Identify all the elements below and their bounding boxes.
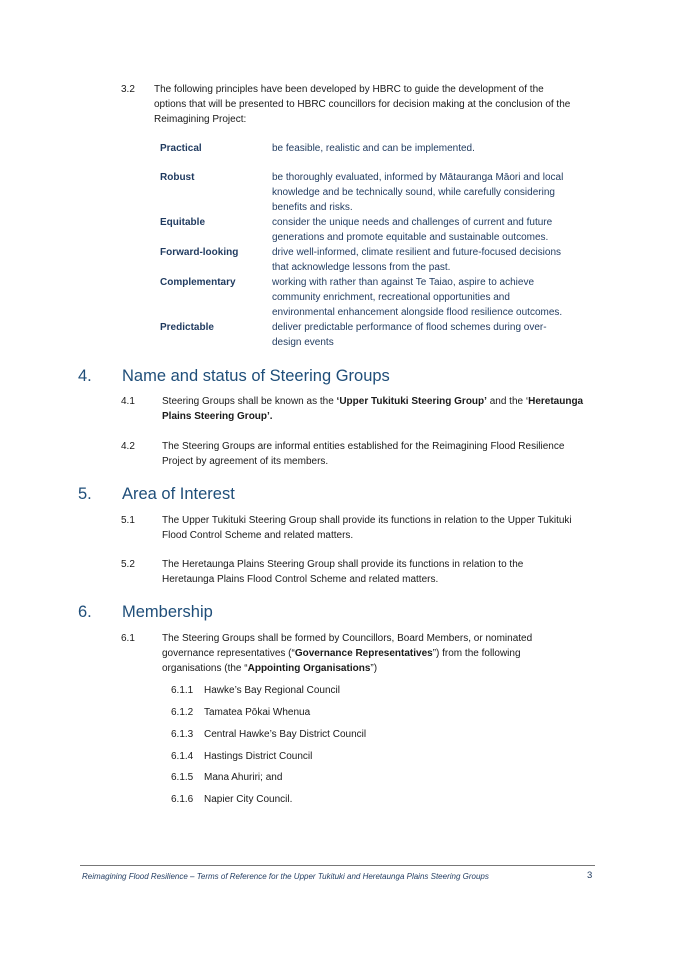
principle-term: Equitable bbox=[160, 217, 206, 228]
text-run: ”) from the following bbox=[432, 648, 521, 659]
principle-description: be feasible, realistic and can be implemented. bbox=[272, 143, 475, 154]
paragraph-line bbox=[162, 661, 377, 676]
bold-text: Appointing Organisations bbox=[247, 663, 371, 674]
list-item: Mana Ahuriri; and bbox=[204, 772, 283, 783]
paragraph-line bbox=[162, 409, 273, 424]
principle-description: benefits and risks. bbox=[272, 202, 353, 213]
section-number: 5.2 bbox=[121, 559, 135, 570]
text-run: ”) bbox=[370, 663, 378, 674]
paragraph-line bbox=[162, 394, 583, 409]
paragraph-line: Reimagining Project: bbox=[154, 114, 247, 125]
paragraph-line: Heretaunga Plains Flood Control Scheme and related matters. bbox=[162, 574, 439, 585]
page-number: 3 bbox=[587, 870, 593, 881]
principle-description: generations and promote equitable and sustainable outcomes. bbox=[272, 232, 549, 243]
text-run: and the ‘ bbox=[486, 396, 529, 407]
principle-term: Robust bbox=[160, 172, 195, 183]
principle-description: knowledge and be technically sound, while carefully considering bbox=[272, 187, 555, 198]
principle-description: design events bbox=[272, 337, 334, 348]
bold-text: ‘Upper Tukituki Steering Group’ bbox=[336, 396, 487, 407]
section-number: 4.2 bbox=[121, 441, 135, 452]
paragraph-line: options that will be presented to HBRC councillors for decision making at the conclusion of the bbox=[154, 99, 571, 110]
text-run: organisations (the “ bbox=[162, 663, 248, 674]
section-number: 4.1 bbox=[121, 396, 135, 407]
principle-description: drive well-informed, climate resilient and future-focused decisions bbox=[272, 247, 562, 258]
list-item-number: 6.1.1 bbox=[171, 685, 194, 696]
paragraph-line: Flood Control Scheme and related matters. bbox=[162, 530, 354, 541]
list-item: Hawke’s Bay Regional Council bbox=[204, 685, 340, 696]
principle-description: deliver predictable performance of flood schemes during over- bbox=[272, 322, 547, 333]
principle-term: Predictable bbox=[160, 322, 214, 333]
principle-description: community enrichment, recreational opportunities and bbox=[272, 292, 510, 303]
footer-divider bbox=[80, 865, 595, 866]
paragraph-line: The Heretaunga Plains Steering Group shall provide its functions in relation to the bbox=[162, 559, 524, 570]
heading-number: 5. bbox=[78, 485, 92, 503]
paragraph-line bbox=[162, 646, 521, 661]
list-item: Napier City Council. bbox=[204, 794, 293, 805]
paragraph-line: The Steering Groups are informal entities established for the Reimagining Flood Resilience bbox=[162, 441, 565, 452]
principle-term: Forward-looking bbox=[160, 247, 239, 258]
paragraph-line: Project by agreement of its members. bbox=[162, 456, 329, 467]
bold-text: Plains Steering Group’. bbox=[162, 411, 273, 422]
heading-number: 6. bbox=[78, 603, 92, 621]
section-heading: Membership bbox=[122, 603, 213, 621]
list-item: Hastings District Council bbox=[204, 751, 313, 762]
section-number: 3.2 bbox=[121, 84, 135, 95]
list-item-number: 6.1.6 bbox=[171, 794, 194, 805]
list-item: Central Hawke’s Bay District Council bbox=[204, 729, 367, 740]
principle-term: Practical bbox=[160, 143, 202, 154]
principle-description: environmental enhancement alongside flood resilience outcomes. bbox=[272, 307, 563, 318]
bold-text: Governance Representatives bbox=[294, 648, 433, 659]
principle-description: working with rather than against Te Taiao, aspire to achieve bbox=[272, 277, 535, 288]
section-heading: Area of Interest bbox=[122, 485, 235, 503]
principle-description: consider the unique needs and challenges of current and future bbox=[272, 217, 553, 228]
section-heading: Name and status of Steering Groups bbox=[122, 367, 390, 385]
footer-title: Reimagining Flood Resilience – Terms of Reference for the Upper Tukituki and Heretaunga Plains Steering Groups bbox=[82, 872, 489, 881]
principle-description: be thoroughly evaluated, informed by Mātauranga Māori and local bbox=[272, 172, 564, 183]
list-item: Tamatea Pōkai Whenua bbox=[204, 707, 311, 718]
section-number: 6.1 bbox=[121, 633, 135, 644]
list-item-number: 6.1.3 bbox=[171, 729, 194, 740]
list-item-number: 6.1.4 bbox=[171, 751, 194, 762]
bold-text: Heretaunga bbox=[528, 396, 584, 407]
list-item-number: 6.1.2 bbox=[171, 707, 194, 718]
paragraph-line: The Upper Tukituki Steering Group shall provide its functions in relation to the Upper Tukituki bbox=[162, 515, 572, 526]
list-item-number: 6.1.5 bbox=[171, 772, 194, 783]
section-number: 5.1 bbox=[121, 515, 135, 526]
text-run: governance representatives (“ bbox=[162, 648, 295, 659]
paragraph-line: The Steering Groups shall be formed by Councillors, Board Members, or nominated bbox=[162, 633, 533, 644]
paragraph-line: The following principles have been developed by HBRC to guide the development of the bbox=[154, 84, 544, 95]
principle-term: Complementary bbox=[160, 277, 236, 288]
heading-number: 4. bbox=[78, 367, 92, 385]
principle-description: that acknowledge lessons from the past. bbox=[272, 262, 451, 273]
text-run: Steering Groups shall be known as the bbox=[162, 396, 337, 407]
